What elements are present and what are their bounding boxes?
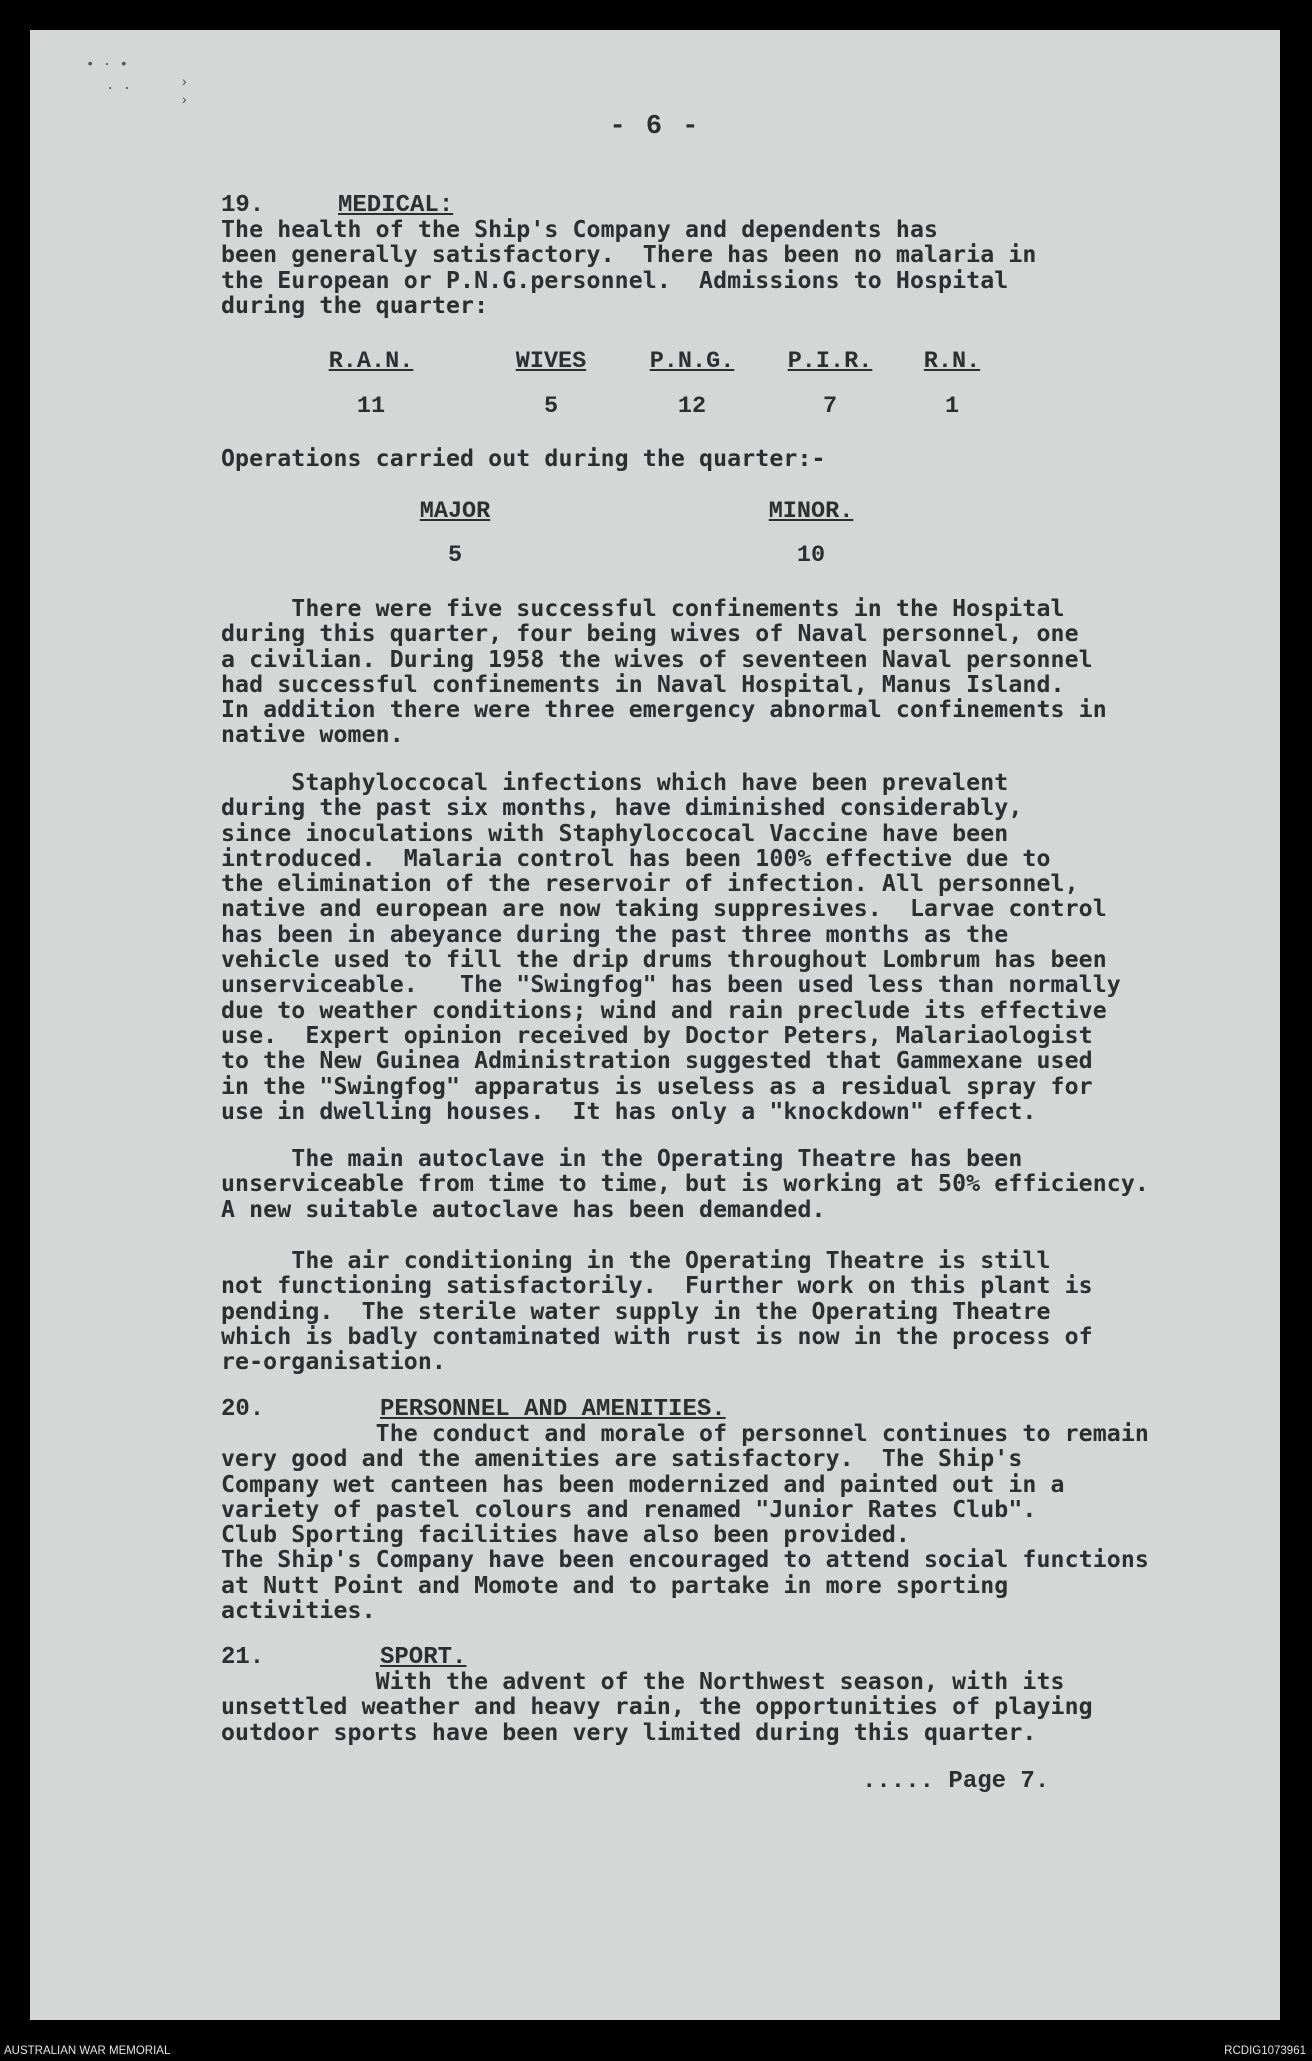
- admissions-header-pir: P.I.R.: [787, 348, 873, 375]
- archive-credit: AUSTRALIAN WAR MEMORIAL: [4, 2045, 171, 2057]
- punch-hole-mark: ›: [180, 93, 189, 109]
- admissions-value-png: 12: [677, 393, 707, 420]
- admissions-value-rn: 1: [944, 393, 960, 420]
- punch-hole-mark: · ·: [106, 81, 132, 97]
- operations-header-minor: MINOR.: [768, 498, 854, 525]
- admissions-value-pir: 7: [822, 393, 838, 420]
- admissions-header-ran: R.A.N.: [328, 348, 414, 375]
- admissions-value-ran: 11: [356, 393, 386, 420]
- confinements-paragraph: There were five successful confinements in the Hospital during this quarter, four being wives of Naval personnel, one a civilian. During 1958 the wives of seventeen Naval personnel had successful confinements in Naval Hospital, Manus Island. In addition there were three emergency abnormal confinements in native women.: [221, 595, 1107, 749]
- sport-paragraph: With the advent of the Northwest season, with its unsettled weather and heavy rain, the opportunities of playing outdoor sports have been very limited during this quarter.: [221, 1668, 1093, 1746]
- section-heading-sport: SPORT.: [380, 1644, 467, 1671]
- medical-intro: The health of the Ship's Company and dependents has been generally satisfactory. There has been no malaria in the European or P.N.G.personnel. Admissions to Hospital during the quarter:: [221, 216, 1037, 319]
- punch-hole-mark: • · •: [86, 57, 129, 73]
- admissions-header-wives: WIVES: [515, 348, 587, 375]
- page-number: - 6 -: [609, 112, 701, 142]
- operations-label: Operations carried out during the quarter:-: [221, 445, 826, 472]
- section-heading-personnel: PERSONNEL AND AMENITIES.: [380, 1396, 726, 1423]
- section-number-20: 20.: [221, 1396, 265, 1423]
- section-number-19: 19.: [221, 192, 265, 219]
- admissions-header-rn: R.N.: [923, 348, 981, 375]
- air-conditioning-paragraph: The air conditioning in the Operating Theatre is still not functioning satisfactorily. Further work on this plant is pending. The sterile water supply in the Operating Theatre which is badly contaminated with rust is now in the process of re-organisation.: [221, 1247, 1093, 1376]
- admissions-header-png: P.N.G.: [649, 348, 735, 375]
- section-heading-medical: MEDICAL:: [338, 192, 454, 219]
- section-number-21: 21.: [221, 1644, 265, 1671]
- infections-paragraph: Staphyloccocal infections which have been prevalent during the past six months, have diminished considerably, since inoculations with Staphyloccocal Vaccine have been introduced. Malaria control has been 100% effective due to the elimination of the reservoir of infection. All personnel, native and european are now taking suppresives. Larvae control has been in abeyance during the past three months as the vehicle used to fill the drip drums throughout Lombrum has been unserviceable. The "Swingfog" has been used less than normally due to weather conditions; wind and rain preclude its effective use. Expert opinion received by Doctor Peters, Malariaologist to the New Guinea Administration suggested that Gammexane used in the "Swingfog" apparatus is useless as a residual spray for use in dwelling houses. It has only a "knockdown" effect.: [221, 769, 1121, 1125]
- operations-value-major: 5: [447, 542, 463, 569]
- archive-record-id: RCDIG1073961: [1224, 2045, 1306, 2057]
- autoclave-paragraph: The main autoclave in the Operating Theatre has been unserviceable from time to time, but is working at 50% efficiency. A new suitable autoclave has been demanded.: [221, 1145, 1149, 1223]
- punch-hole-mark: ›: [180, 75, 189, 91]
- admissions-value-wives: 5: [543, 393, 559, 420]
- page-continuation: ..... Page 7.: [862, 1768, 1050, 1795]
- personnel-paragraph: The conduct and morale of personnel continues to remain very good and the amenities are satisfactory. The Ship's Company wet canteen has been modernized and painted out in a variety of pastel colours and renamed "Junior Rates Club". Club Sporting facilities have also been provided. The Ship's Company have been encouraged to attend social functions at Nutt Point and Momote and to partake in more sporting activities.: [221, 1420, 1149, 1625]
- operations-header-major: MAJOR: [419, 498, 491, 525]
- document-page: [30, 30, 1280, 2020]
- operations-value-minor: 10: [796, 542, 826, 569]
